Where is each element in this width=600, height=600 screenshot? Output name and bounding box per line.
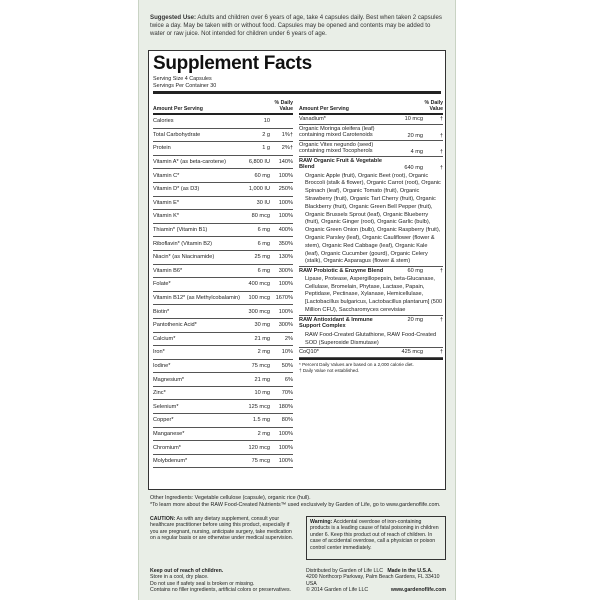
blend-row: RAW Probiotic & Enzyme Blend 60 mg †	[299, 268, 443, 275]
nutrient-amt: 75 mcg	[251, 362, 270, 369]
divider	[153, 91, 441, 94]
nutrient-amt: 30 mg	[254, 322, 270, 329]
nutrient-pct: 100%	[278, 213, 293, 220]
nutrient-pct: 1%†	[281, 131, 293, 138]
nutrient-pct: 1670%	[275, 295, 293, 302]
blend-row: RAW Antioxidant & Immune Support Complex 20 mg †	[299, 316, 443, 330]
nutrient-row	[153, 197, 293, 211]
blend-row: RAW Organic Fruit & Vegetable Blend 640 mg †	[299, 157, 443, 171]
nutrient-pct: 300%	[278, 267, 293, 274]
nutrient-amt: 400 mcg	[248, 281, 270, 288]
nutrient-pct: 80%	[281, 417, 293, 424]
nutrient-row	[153, 400, 293, 414]
serving-info	[153, 76, 441, 89]
facts-title: Supplement Facts	[153, 53, 312, 74]
nutrient-row	[153, 210, 293, 224]
nutrient-name: Calories	[153, 118, 174, 125]
nutrient-row	[153, 251, 293, 265]
nutrient-pct: 140%	[278, 159, 293, 166]
nutrient-row	[153, 319, 293, 333]
caution-text: CAUTION: As with any dietary supplement, consult your healthcare practitioner before using this product, especially if you are pregnant, nursing, anticipate surgery, take medication on a regular basis or are otherwise under medical supervision.	[150, 516, 294, 542]
blend-ingredients: Organic Apple (fruit), Organic Beet (root), Organic Broccoli (stalk & flower), Organic Carrot (root), Organic Spinach (leaf), Organic Tomato (fruit), Organic Strawberry (fruit), Organic Tart Cherry (fruit), Organic Blackberry (fruit), Organic Green Bell Pepper (fruit), Organic Brussels Sprout (leaf), Organic Blueberry (fruit), Organic Ginger (root), Organic Garlic (bulb), Organic Green Onion (bulb), Organic Raspberry (fruit), Organic Parsley (leaf), Organic Cauliflower (flower & stem), Organic Red Cabbage (leaf), Organic Kale (leaf), Organic Cucumber (gourd), Organic Celery (stalk), Organic Asparagus (flower & stem)	[299, 173, 443, 268]
nutrient-name: Riboflavin* (Vitamin B2)	[153, 240, 212, 247]
nutrient-row: Vanadium* 10 mcg †	[299, 115, 443, 125]
nutrient-row	[153, 305, 293, 319]
nutrient-row	[153, 278, 293, 292]
nutrient-amt: 6 mg	[257, 227, 270, 234]
nutrient-amt: 25 mg	[254, 254, 270, 261]
blend-ingredients: RAW Food-Created Glutathione, RAW Food-Created SOD (Superoxide Dismutase)	[299, 332, 443, 349]
nutrient-row	[153, 428, 293, 442]
nutrient-amt: 80 mcg	[251, 213, 270, 220]
nutrient-pct: 100%	[278, 199, 293, 206]
nutrient-amt: 1 g	[262, 145, 270, 152]
nutrient-pct: 50%	[281, 362, 293, 369]
nutrient-row	[153, 265, 293, 279]
nutrient-amt: 125 mcg	[248, 403, 270, 410]
keep-out-of-reach: Keep out of reach of children. Store in a cool, dry place. Do not use if safety seal is broken or missing. Contains no filler ingredients, artificial colors or preservatives.	[150, 568, 291, 594]
nutrient-name: Iodine*	[153, 362, 171, 369]
nutrient-amt: 6 mg	[257, 240, 270, 247]
nutrient-row	[153, 441, 293, 455]
nutrient-amt: 75 mcg	[251, 458, 270, 465]
nutrient-name: Biotin*	[153, 308, 170, 315]
nutrient-name: Selenium*	[153, 403, 179, 410]
nutrient-amt: 30 IU	[256, 199, 270, 206]
nutrient-row	[153, 142, 293, 156]
nutrient-pct: 100%	[278, 458, 293, 465]
supplement-facts-panel	[148, 50, 446, 490]
nutrient-pct: 100%	[278, 172, 293, 179]
nutrient-name: Niacin* (as Niacinamide)	[153, 254, 215, 261]
nutrient-amt: 60 mg	[254, 172, 270, 179]
nutrient-row	[153, 387, 293, 401]
nutrient-name: Vitamin D* (as D3)	[153, 186, 200, 193]
suggested-use-text: Adults and children over 6 years of age, take 4 capsules daily. Best when taken 2 capsules twice a day. May be taken with or without food. Capsules may be opened and contents may be added to water or raw juice. Not intended for children under 6 years of age.	[150, 14, 442, 37]
nutrient-amt: 120 mcg	[248, 444, 270, 451]
nutrient-row	[153, 292, 293, 306]
nutrient-pct: 250%	[278, 186, 293, 193]
nutrient-amt: 300 mcg	[248, 308, 270, 315]
header-amount: Amount Per Serving	[153, 106, 203, 112]
nutrient-amt: 21 mg	[254, 376, 270, 383]
nutrient-row	[153, 115, 293, 129]
nutrient-name: Vitamin A* (as beta-carotene)	[153, 159, 226, 166]
nutrient-pct: 2%	[284, 335, 293, 342]
nutrient-row	[153, 360, 293, 374]
nutrient-name: Calcium*	[153, 335, 176, 342]
header-amount: Amount Per Serving	[299, 106, 349, 112]
nutrient-name: Chromium*	[153, 444, 181, 451]
nutrient-row	[153, 237, 293, 251]
column-header	[299, 99, 443, 115]
column-header	[153, 99, 293, 115]
nutrient-row	[153, 169, 293, 183]
nutrient-amt: 2 mg	[257, 349, 270, 356]
nutrient-name: Thiamin* (Vitamin B1)	[153, 227, 208, 234]
nutrient-pct: 100%	[278, 444, 293, 451]
nutrient-name: Pantothenic Acid*	[153, 322, 197, 329]
other-ingredients: Other Ingredients: Vegetable cellulose (capsule), organic rice (hull). *To learn more about the RAW Food-Created Nutrients™ used exclusively by Garden of Life, go to www.gardenoflife.com.	[150, 495, 441, 508]
footnote: * Percent Daily Values are based on a 2,000 calorie diet. † Daily Value not established.	[299, 358, 443, 374]
nutrient-pct: 300%	[278, 322, 293, 329]
background-left	[0, 0, 138, 600]
nutrient-name: Protein	[153, 145, 171, 152]
serving-size: Serving Size 4 Capsules	[153, 76, 212, 82]
left-rows	[153, 115, 293, 468]
nutrient-pct: 100%	[278, 430, 293, 437]
nutrient-row	[153, 346, 293, 360]
nutrient-pct: 10%	[281, 349, 293, 356]
nutrient-pct: 70%	[281, 390, 293, 397]
nutrient-amt: 6 mg	[257, 267, 270, 274]
nutrient-row	[153, 224, 293, 238]
nutrient-name: Total Carbohydrate	[153, 131, 201, 138]
nutrient-row	[153, 414, 293, 428]
facts-left-column	[153, 99, 293, 468]
nutrient-name: Vitamin C*	[153, 172, 180, 179]
nutrient-amt: 1.5 mg	[252, 417, 270, 424]
nutrient-name: Vitamin B6*	[153, 267, 183, 274]
nutrient-name: Manganese*	[153, 430, 185, 437]
blend-ingredients: Lipase, Protease, Aspergillopepsin, beta-Glucanase, Cellulase, Bromelain, Phytase, Lactase, Papain, Peptidase, Pectinase, Xylanase, Hemicellulase, [Lactobacillus bulgaricus, Lactobacillus plantarum] (500 Million CFU), Saccharomyces cerevisiae	[299, 276, 443, 316]
nutrient-pct: 180%	[278, 403, 293, 410]
nutrient-row: Organic Vitex negundo (seed) containing mixed Tocopherols 4 mg †	[299, 141, 443, 155]
nutrient-amt: 2 g	[262, 131, 270, 138]
nutrient-row: CoQ10* 425 mcg †	[299, 348, 443, 358]
nutrient-pct: 350%	[278, 240, 293, 247]
background-right	[456, 0, 600, 600]
nutrient-name: Copper*	[153, 417, 174, 424]
servings-per-container: Servings Per Container 30	[153, 82, 217, 89]
nutrient-amt: 10	[263, 118, 270, 125]
nutrient-name: Iron*	[153, 349, 165, 356]
nutrient-pct: 6%	[284, 376, 293, 383]
nutrient-row: Organic Moringa oleifera (leaf) containing mixed Carotenoids 20 mg †	[299, 125, 443, 139]
nutrient-amt: 21 mg	[254, 335, 270, 342]
distributor-info: Distributed by Garden of Life LLC Made in the U.S.A. 4200 Northcorp Parkway, Palm Beach Gardens, FL 33410 USA © 2014 Garden of Life LLC www.gardenoflife.com	[306, 568, 446, 594]
suggested-use	[150, 14, 446, 38]
nutrient-row	[153, 156, 293, 170]
nutrient-name: Vitamin E*	[153, 199, 180, 206]
nutrient-row	[153, 183, 293, 197]
nutrient-row	[153, 129, 293, 143]
nutrient-amt: 6,800 IU	[248, 159, 270, 166]
nutrient-amt: 1,000 IU	[248, 186, 270, 193]
nutrient-amt: 2 mg	[257, 430, 270, 437]
facts-columns	[153, 99, 443, 487]
header-dv: % Daily Value	[274, 100, 293, 112]
nutrient-pct: 130%	[278, 254, 293, 261]
nutrient-name: Zinc*	[153, 390, 166, 397]
nutrient-row	[153, 333, 293, 347]
nutrient-name: Vitamin B12* (as Methylcobalamin)	[153, 295, 240, 302]
nutrient-name: Molybdenum*	[153, 458, 188, 465]
nutrient-pct: 2%†	[281, 145, 293, 152]
facts-right-column	[299, 99, 443, 374]
nutrient-name: Magnesium*	[153, 376, 185, 383]
suggested-use-label: Suggested Use:	[150, 14, 197, 21]
nutrient-name: Folate*	[153, 281, 171, 288]
nutrient-row	[153, 373, 293, 387]
nutrient-pct: 400%	[278, 227, 293, 234]
header-dv: % Daily Value	[424, 100, 443, 112]
warning-box: Warning: Accidental overdose of iron-containing products is a leading cause of fatal poisoning in children under 6. Keep this product out of reach of children. In case of accidental overdose, call a physician or poison control center immediately.	[306, 516, 446, 560]
nutrient-name: Vitamin K*	[153, 213, 180, 220]
nutrient-pct: 100%	[278, 308, 293, 315]
nutrient-amt: 100 mcg	[248, 295, 270, 302]
nutrient-amt: 10 mg	[254, 390, 270, 397]
nutrient-pct: 100%	[278, 281, 293, 288]
nutrient-row	[153, 455, 293, 469]
